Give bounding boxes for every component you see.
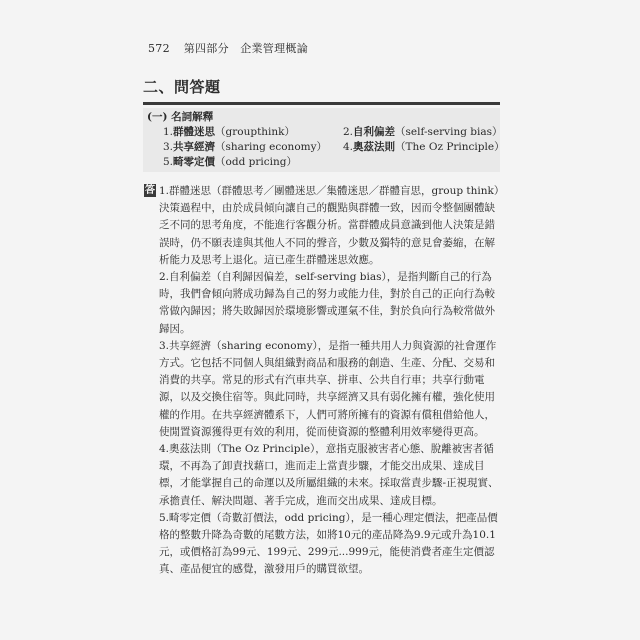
question-item: [163, 139, 327, 154]
question-gloss: （The Oz Principle）: [395, 141, 505, 153]
page-number: 572: [148, 42, 170, 55]
running-title: 第四部分 企業管理概論: [183, 42, 309, 55]
question-item: [163, 124, 295, 139]
question-term: 畸零定價: [173, 156, 216, 168]
question-gloss: （groupthink）: [215, 126, 296, 138]
question-term: 群體迷思: [173, 126, 216, 138]
question-item: [343, 124, 503, 139]
section-rule: [143, 102, 500, 105]
question-term: 奧茲法則: [353, 141, 396, 153]
question-gloss: （self-serving bias）: [395, 126, 503, 138]
question-item: [163, 154, 297, 169]
answer-item: 1.群體迷思（群體思考／團體迷思／集體迷思／群體盲思，group think）決策過程中，由於成員傾向讓自己的觀點與群體一致，因而令整個團體缺乏不同的思考角度，不能進行客觀分析。當群體成員意識到他人決策是錯誤時，仍不願表達與其他人不同的聲音，少數及獨特的意見會萎縮，在解析能力及思考上退化。這已產生群體迷思效應。: [159, 185, 500, 266]
question-term: 自利偏差: [353, 126, 396, 138]
question-number: 5.: [163, 156, 174, 168]
answer-item: 3.共享經濟（sharing economy），是指一種共用人力與資源的社會運作方式。它包括不同個人與組織對商品和服務的創造、生產、分配、交易和消費的共享。常見的形式有汽車共享、拼車、公共自行車；共享行動電源，以及交換住宿等。與此同時，共享經濟又具有弱化擁有權，強化使用權的作用。在共享經濟體系下，人們可將所擁有的資源有償租借給他人，使閒置資源獲得更有效的利用，從而使資源的整體利用效率變得更高。: [159, 339, 497, 438]
answer-list: [159, 183, 503, 579]
question-item: [343, 139, 505, 154]
question-gloss: （odd pricing）: [215, 156, 297, 168]
answer-item: 5.畸零定價（奇數訂價法，odd pricing），是一種心理定價法，把產品價格的整數升降為奇數的尾數方法，如將10元的產品降為9.9元或升為10.1元，或價格訂為99元、199元、299元...999元，能使消費者產生定價認真、產品便宜的感覺，激發用戶的購買欲望。: [159, 511, 498, 576]
question-number: 3.: [163, 141, 174, 153]
answer-badge: 答: [145, 185, 155, 196]
question-gloss: （sharing economy）: [215, 141, 328, 153]
question-number: 1.: [163, 126, 174, 138]
answer-item: 4.奧茲法則（The Oz Principle），意指克服被害者心態、脫離被害者循環，不再為了卸責找藉口，進而走上當責步驟，才能交出成果、達成目標，才能掌握自己的命運以及所屬組織的未來。採取當責步驟-正視現實、承擔責任、解決問題、著手完成，進而交出成果、達成目標。: [159, 443, 499, 507]
answer-item: 2.自利偏差（自利歸因偏差，self-serving bias），是指判斷自己的行為時，我們會傾向將成功歸為自己的努力或能力佳，對於自己的正向行為較常做內歸因；將失敗歸因於環境影響或運氣不佳，對於負向行為較常做外歸因。: [159, 271, 495, 335]
question-box: [143, 108, 505, 172]
running-header: [148, 40, 308, 56]
section-title: 二、問答題: [143, 78, 221, 96]
question-number: 4.: [343, 141, 354, 153]
question-number: 2.: [343, 126, 354, 138]
question-term: 共享經濟: [173, 141, 216, 153]
question-heading: (一) 名詞解釋: [147, 111, 214, 123]
